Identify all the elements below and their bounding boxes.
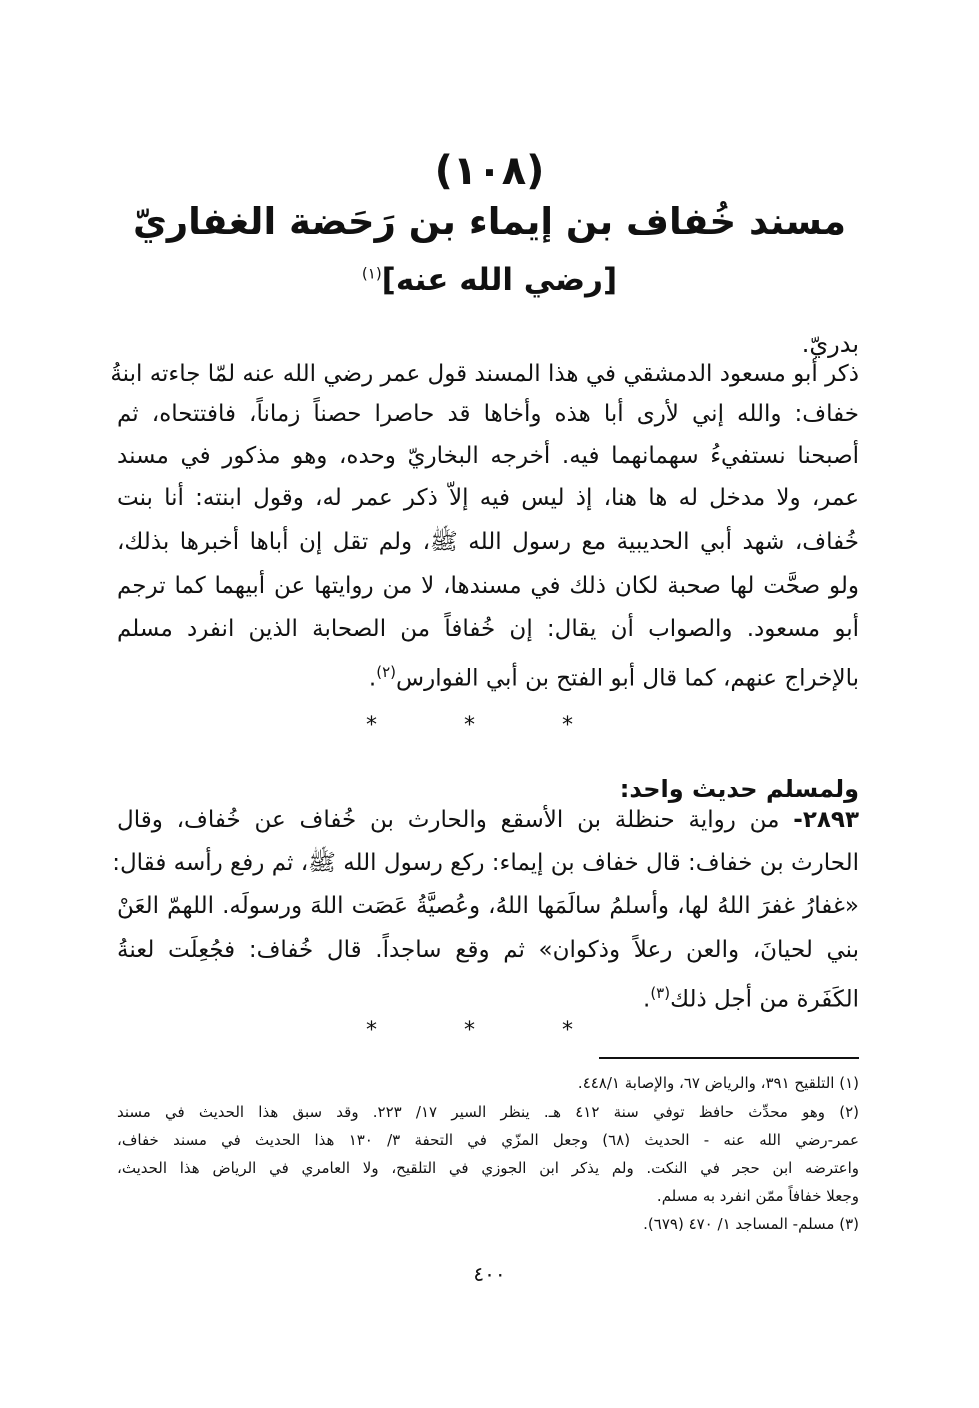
hadith-line-1	[117, 803, 859, 837]
footnote-rule	[599, 1057, 859, 1059]
hadith-first-text: من رواية حنظلة بن الأسقع والحارث بن خُفاف عن خُفاف، وقال	[117, 807, 794, 833]
hadith-line-3: «غفارُ غفرَ اللهُ لها، وأسلمُ سالَمَها اللهُ، وعُصيَّةُ عَصَت اللهَ ورسولَه. اللهمّ العَنْ	[117, 893, 859, 919]
hadith-number: ٢٨٩٣-	[793, 807, 859, 833]
intro-line-5: خُفاف، شهد أبي الحديبية مع رسول الله ﷺ، ولم تقل إن أباها أخبرها بذلك،	[117, 529, 859, 555]
hadith-line-5	[117, 976, 859, 1013]
footnote-2-line-4: وجعلا خفافاً ممّن انفرد به مسلم.	[656, 1187, 859, 1205]
footnote-ref-3: (٣)	[650, 984, 671, 1002]
chapter-number: (١٠٨)	[434, 148, 545, 194]
section-separator-1: * * *	[366, 713, 613, 738]
footnote-2-line-3: واعترضه ابن حجر في النكت. ولم يذكر ابن الجوزي في التلقيح، ولا العامري في الرياض هذا الحديث،	[117, 1159, 859, 1177]
chapter-title: مسند خُفاف بن إيماء بن رَحَضة الغفاريّ	[132, 200, 847, 243]
intro-last-end: .	[368, 665, 377, 692]
intro-line-8	[117, 655, 859, 692]
footnote-ref-1: (١)	[361, 264, 382, 283]
page-number: ٤٠٠	[473, 1262, 506, 1286]
intro-line-2: خفاف: والله إني لأرى أبا هذه وأخاها قد حاصرا حصناً زماناً، فافتتحاه، ثم	[117, 401, 859, 427]
footnote-1: (١) التلقيح ٣٩١، والرياض ٦٧، والإصابة ٤٤٨/١.	[577, 1074, 859, 1092]
muslim-heading: ولمسلم حديث واحد:	[619, 775, 859, 803]
footnote-2-line-2: عمر-رضي الله عنه - الحديث (٦٨) وجعل المزّي في التحفة ٣/ ١٣٠ هذا الحديث في مسند خفاف،	[117, 1131, 859, 1149]
intro-line-1: ذكر أبو مسعود الدمشقي في هذا المسند قول عمر رضي الله عنه لمّا جاءته ابنةُ	[110, 361, 859, 387]
hadith-line-4: بني لحيانَ، والعن رعلاً وذكوان» ثم وقع ساجداً. قال خُفاف: فجُعِلَت لعنةُ	[117, 937, 859, 963]
footnote-3: (٣) مسلم- المساجد ١/ ٤٧٠ (٦٧٩).	[643, 1215, 859, 1233]
intro-line-6: ولو صحَّت لها صحبة لكان ذلك في مسندها، لا من روايتها عن أبيهما كما ترجم	[117, 573, 859, 599]
intro-last-text: بالإخراج عنهم، كما قال أبو الفتح بن أبي الفوارس	[396, 665, 859, 692]
hadith-line-2: الحارث بن خفاف: قال خفاف بن إيماء: ركع رسول الله ﷺ، ثم رفع رأسه فقال:	[112, 850, 859, 876]
section-separator-2: * * *	[366, 1018, 613, 1043]
chapter-subtitle	[0, 262, 979, 298]
intro-line-7: أبو مسعود. والصواب أن يقال: إن خُفافاً من الصحابة الذين انفرد مسلم	[117, 616, 859, 642]
footnote-ref-2: (٢)	[376, 663, 397, 681]
badr-note: بدريّ.	[801, 330, 859, 358]
hadith-last-end: .	[643, 986, 651, 1013]
intro-line-4: عمر، ولا مدخل له ها هنا، إذ ليس فيه إلاّ ذكر عمر له، وقول ابنته: أنا بنت	[117, 485, 859, 511]
hadith-last-text: الكَفَرة من أجل ذلك	[670, 986, 859, 1013]
intro-line-3: أصبحنا نستفيءُ سهمانهما فيه. أخرجه البخاريّ وحده، وهو مذكور في مسند	[117, 443, 859, 469]
subtitle-text: [رضي الله عنه]	[381, 262, 618, 298]
footnote-2-line-1: (٢) وهو محدِّث حافظ توفي سنة ٤١٢ هـ. ينظر السير ١٧/ ٢٢٣. وقد سبق هذا الحديث في مسند	[117, 1103, 860, 1121]
